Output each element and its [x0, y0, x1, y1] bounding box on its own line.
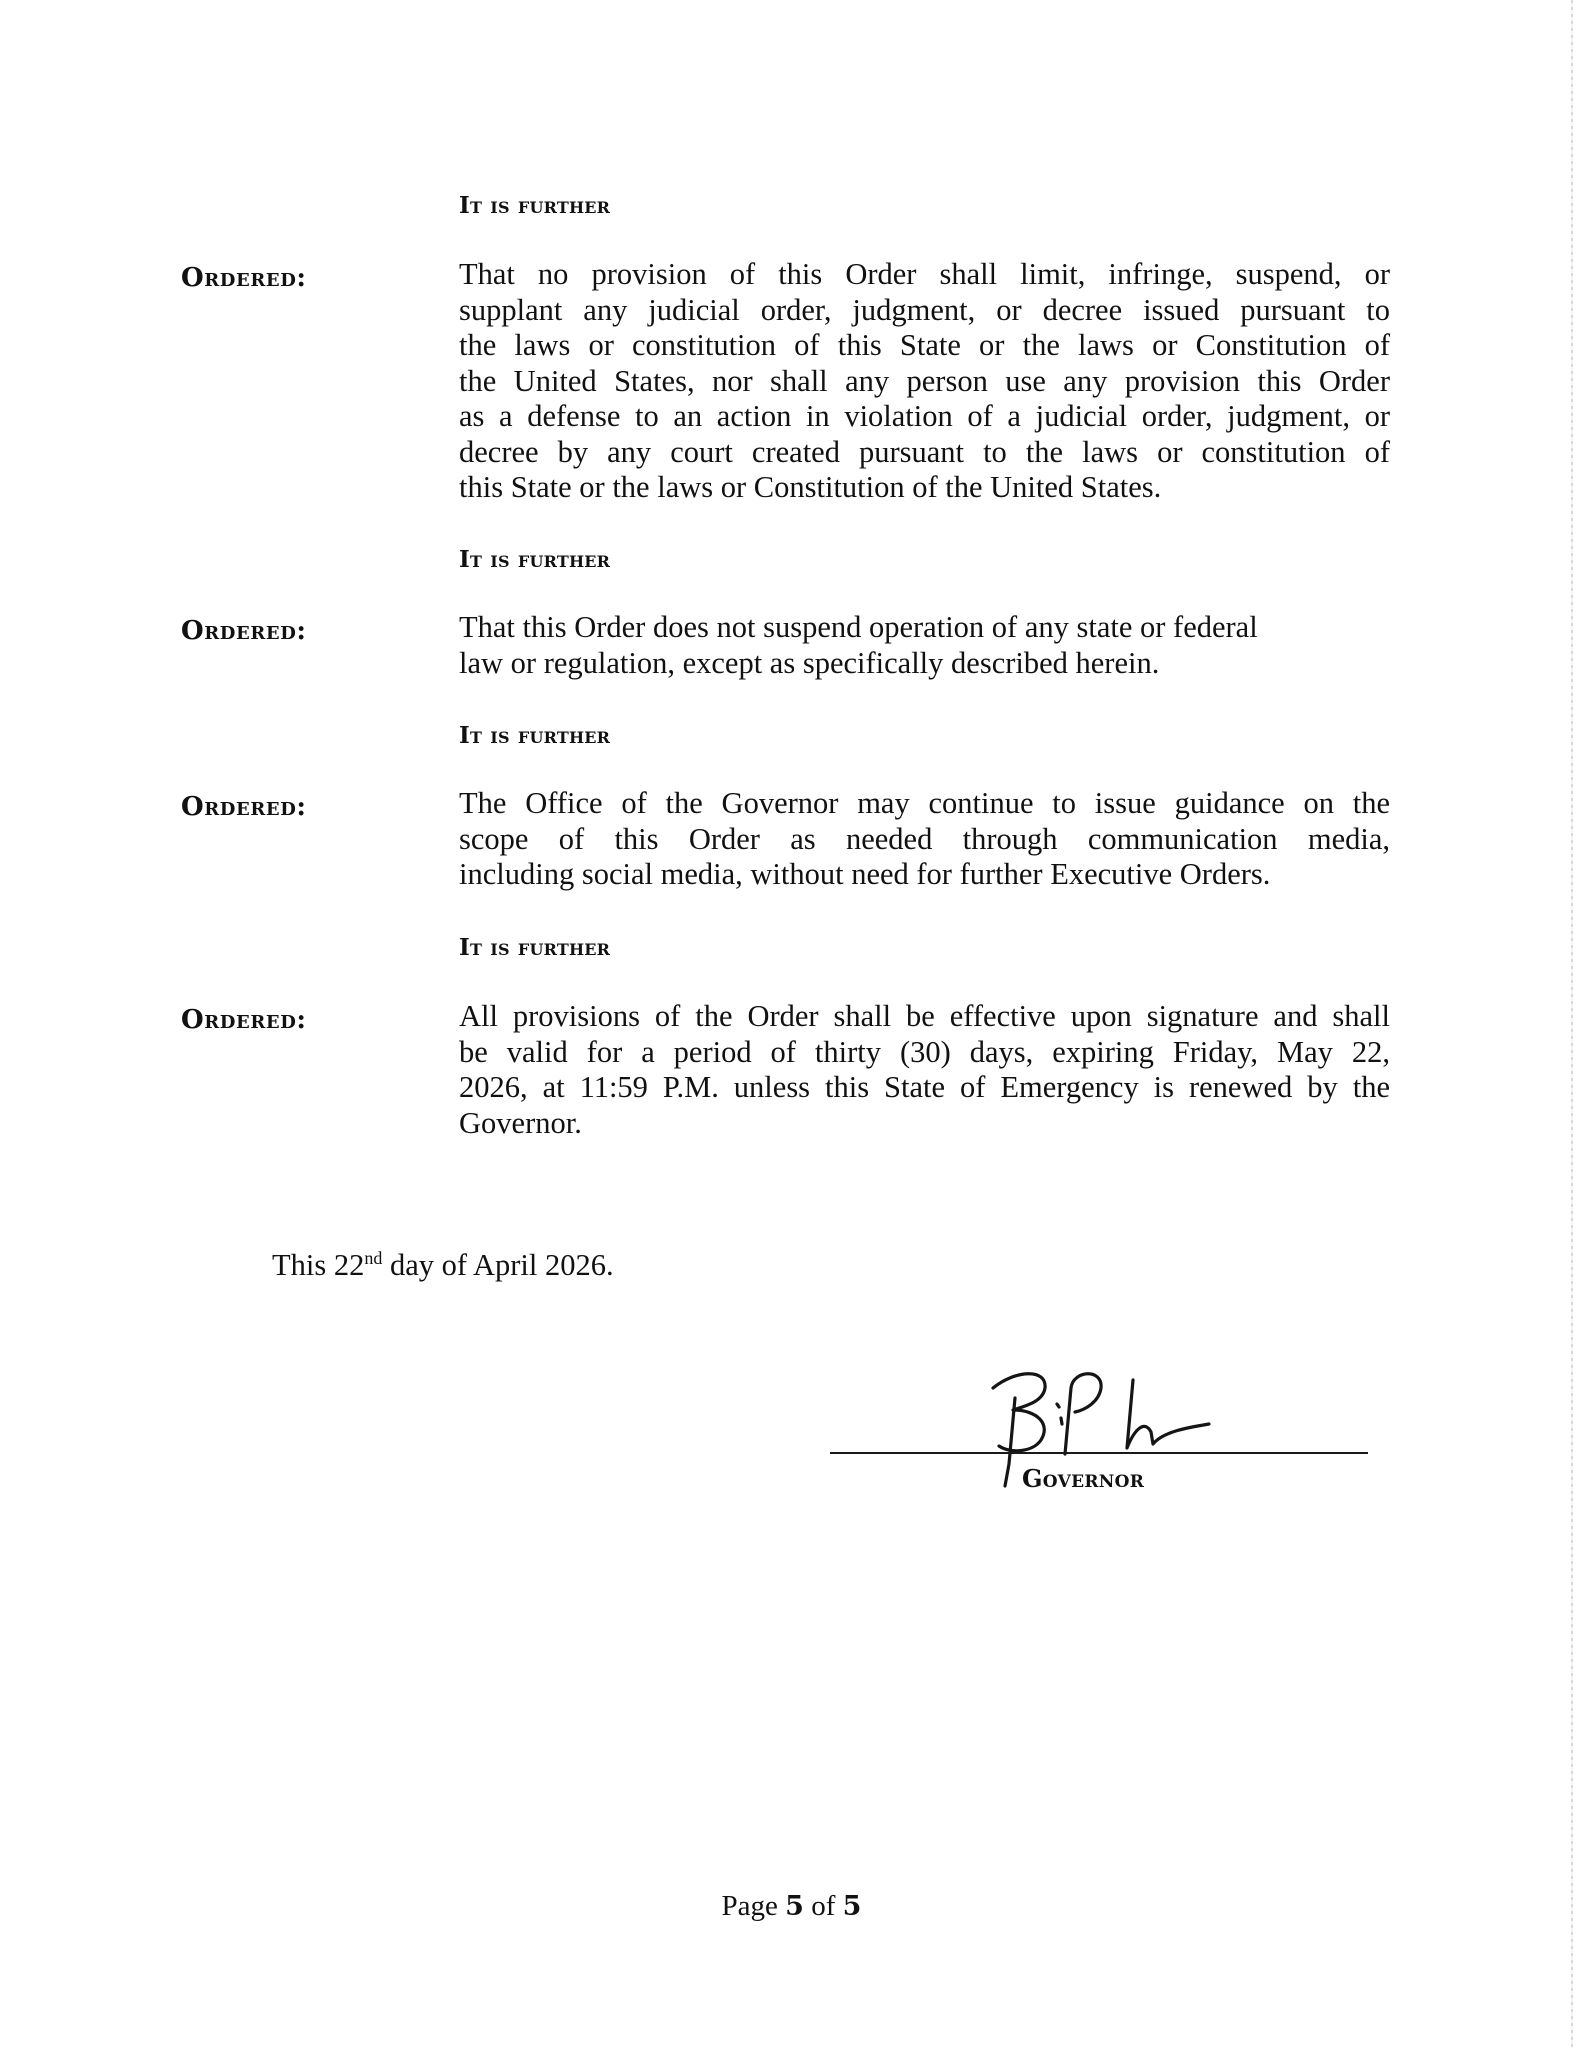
dateline-prefix: This 22 — [272, 1248, 365, 1282]
ordered-label: Ordered: — [181, 792, 307, 822]
paragraph-line: as a defense to an action in violation of a judicial order, judgment, or — [459, 399, 1390, 433]
section-heading: It is further — [459, 722, 611, 749]
order-paragraph — [459, 999, 1390, 1141]
paragraph-line: the laws or constitution of this State or the laws or Constitution of — [459, 328, 1390, 362]
paragraph-line: law or regulation, except as specifically described herein. — [459, 645, 1160, 680]
paragraph-line: That no provision of this Order shall limit, infringe, suspend, or — [459, 257, 1390, 291]
paragraph-line: this State or the laws or Constitution of the United States. — [459, 470, 1162, 504]
page-middle: of — [803, 1890, 843, 1922]
scan-edge — [1571, 0, 1573, 2048]
paragraph-line: decree by any court created pursuant to the laws or constitution of — [459, 434, 1390, 469]
paragraph-line: Governor. — [459, 1105, 582, 1140]
page-prefix: Page — [721, 1890, 786, 1922]
section-heading: It is further — [459, 934, 611, 961]
dateline-rest: day of April 2026. — [382, 1248, 614, 1282]
paragraph-line: That this Order does not suspend operation of any state or federal — [459, 610, 1258, 644]
section-heading: It is further — [459, 546, 611, 573]
ordered-label: Ordered: — [181, 1005, 307, 1035]
order-paragraph — [459, 610, 1390, 681]
signature-title: Governor — [1022, 1464, 1145, 1493]
ordered-label: Ordered: — [181, 263, 307, 293]
section-heading: It is further — [459, 192, 611, 219]
signature-line — [830, 1452, 1368, 1454]
order-paragraph — [459, 257, 1390, 506]
page-number — [0, 1890, 1583, 1923]
paragraph-line: 2026, at 11:59 P.M. unless this State of Emergency is renewed by the — [459, 1070, 1390, 1104]
page-total: 5 — [842, 1891, 862, 1922]
paragraph-line: the United States, nor shall any person use any provision this Order — [459, 363, 1390, 398]
paragraph-line: including social media, without need for further Executive Orders. — [459, 857, 1271, 891]
ordered-label: Ordered: — [181, 616, 307, 646]
dateline — [272, 1248, 614, 1283]
paragraph-line: be valid for a period of thirty (30) days, expiring Friday, May 22, — [459, 1034, 1390, 1069]
page-current: 5 — [785, 1891, 804, 1922]
paragraph-line: All provisions of the Order shall be effective upon signature and shall — [459, 999, 1390, 1033]
paragraph-line: scope of this Order as needed through communication media, — [459, 821, 1390, 856]
paragraph-line: supplant any judicial order, judgment, or decree issued pursuant to — [459, 292, 1390, 327]
dateline-ordinal-suffix: nd — [364, 1247, 383, 1268]
paragraph-line: The Office of the Governor may continue to issue guidance on the — [459, 786, 1390, 820]
order-paragraph — [459, 786, 1390, 893]
